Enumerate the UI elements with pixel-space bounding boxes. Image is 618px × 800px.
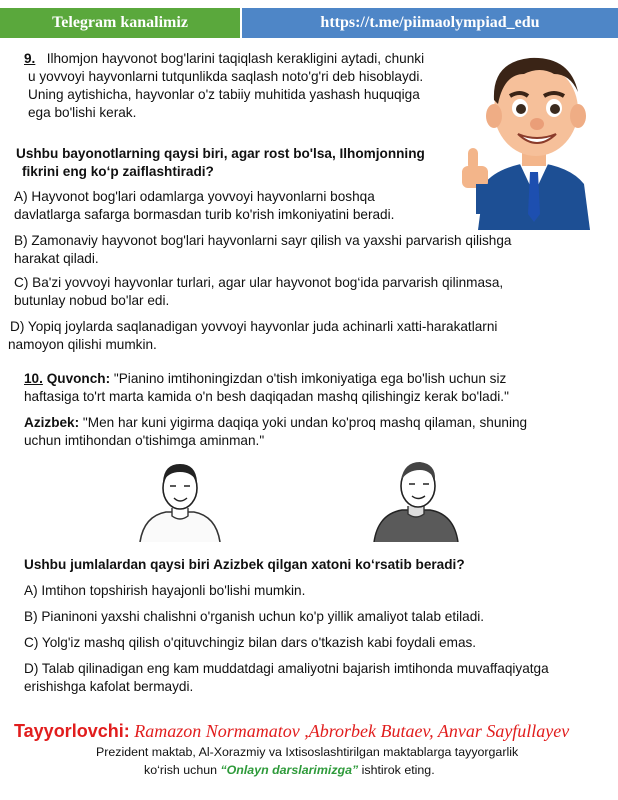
q9-option-d-line1[interactable]: D) Yopiq joylarda saqlanadigan yovvoyi hayvonlar juda achinarli xatti-harakatlarni: [10, 319, 498, 334]
footer-authors: [14, 720, 569, 742]
q9-option-c-line1[interactable]: C) Ba'zi yovvoyi hayvonlar turlari, agar ular hayvonot bog‘ida parvarish qilinmasa,: [14, 275, 504, 290]
q9-question-line1: Ushbu bayonotlarning qaysi biri, agar rost bo'lsa, Ilhomjonning: [16, 146, 425, 161]
q9-text-line2: u yovvoyi hayvonlarni tutqunlikda saqlash noto'g'ri deb hisoblaydi.: [28, 69, 424, 84]
q10-number: 10.: [24, 371, 43, 386]
q10-line-3: [24, 414, 527, 432]
q9-option-a-line1[interactable]: A) Hayvonot bog'lari odamlarga yovvoyi hayvonlarni boshqa: [14, 189, 375, 204]
q9-line-1: [24, 50, 424, 68]
footer-author-names: Ramazon Normamatov ,Abrorbek Butaev, Anvar Sayfullayev: [129, 721, 570, 741]
footer-online-classes[interactable]: “Onlayn darslarimizga”: [220, 763, 359, 777]
q10-option-a[interactable]: A) Imtihon topshirish hayajonli bo'lishi mumkin.: [24, 583, 306, 598]
q9-number: 9.: [24, 51, 36, 66]
q9-option-c-line2[interactable]: butunlay nobud bo'lar edi.: [14, 293, 170, 308]
q10-speech2-line2: uchun imtihondan o'tishimga aminman.": [24, 433, 265, 448]
q10-speech1-line1: "Pianino imtihoningizdan o'tish imkoniyatiga ega bo'lish uchun siz: [110, 371, 507, 386]
q10-option-d-line1[interactable]: D) Talab qilinadigan eng kam muddatdagi amaliyotni bajarish imtihonda muvaffaqiyatga: [24, 661, 549, 676]
q10-option-c[interactable]: C) Yolg'iz mashq qilish o'qituvchingiz bilan dars o'tkazish kabi foydali emas.: [24, 635, 477, 650]
header-right-label[interactable]: https://t.me/piimaolympiad_edu: [320, 14, 540, 31]
header-telegram-banner: [0, 8, 240, 38]
footer-line1: Prezident maktab, Al-Xorazmiy va Ixtisoslashtirilgan maktablarga tayyorgarlik: [96, 745, 519, 759]
student-sketch-right: [366, 456, 466, 542]
q10-speaker1: Quvonch:: [46, 371, 111, 386]
q10-speech2-line1: "Men har kuni yigirma daqiqa yoki undan ko'proq mashq qilaman, shuning: [79, 415, 528, 430]
q9-option-b-line2[interactable]: harakat qiladi.: [14, 251, 99, 266]
q9-option-b-line1[interactable]: B) Zamonaviy hayvonot bog'lari hayvonlarni sayr qilish va yaxshi parvarish qilishga: [14, 233, 512, 248]
q9-text-line4: ega bo'lishi kerak.: [28, 105, 137, 120]
header-left-label: Telegram kanalimiz: [52, 14, 188, 31]
q9-question-line2: fikrini eng ko‘p zaiflashtiradi?: [22, 164, 214, 179]
q10-option-d-line2[interactable]: erishishga kafolat bermaydi.: [24, 679, 194, 694]
q9-text-line3: Uning aytishicha, hayvonlar o'z tabiiy muhitida yashash huquqiga: [28, 87, 420, 102]
footer-line2: [144, 762, 435, 778]
q10-option-b[interactable]: B) Pianinoni yaxshi chalishni o'rganish uchun ko'p yillik amaliyot talab etiladi.: [24, 609, 485, 624]
q9-option-d-line2[interactable]: namoyon qilishi mumkin.: [8, 337, 157, 352]
q10-line-1: [24, 370, 506, 388]
teacher-cartoon-illustration: [458, 44, 610, 230]
q10-speech1-line2: haftasiga to'rt marta kamida o'n besh daqiqadan mashq qilishingiz kerak bo'ladi.": [24, 389, 509, 404]
student-sketch-left: [130, 456, 230, 542]
footer-line2-post: ishtirok eting.: [358, 763, 435, 777]
header-link-banner[interactable]: [242, 8, 618, 38]
footer-line2-pre: ko‘rish uchun: [144, 763, 221, 777]
q9-option-a-line2[interactable]: davlatlarga safarga bormasdan turib ko'rish imkoniyatini beradi.: [14, 207, 395, 222]
q10-question: Ushbu jumlalardan qaysi biri Azizbek qilgan xatoni ko‘rsatib beradi?: [24, 557, 465, 572]
q10-speaker2: Azizbek:: [24, 415, 80, 430]
q9-text-line1: Ilhomjon hayvonot bog'larini taqiqlash kerakligini aytadi, chunki: [46, 51, 425, 66]
footer-label: Tayyorlovchi:: [14, 721, 130, 741]
